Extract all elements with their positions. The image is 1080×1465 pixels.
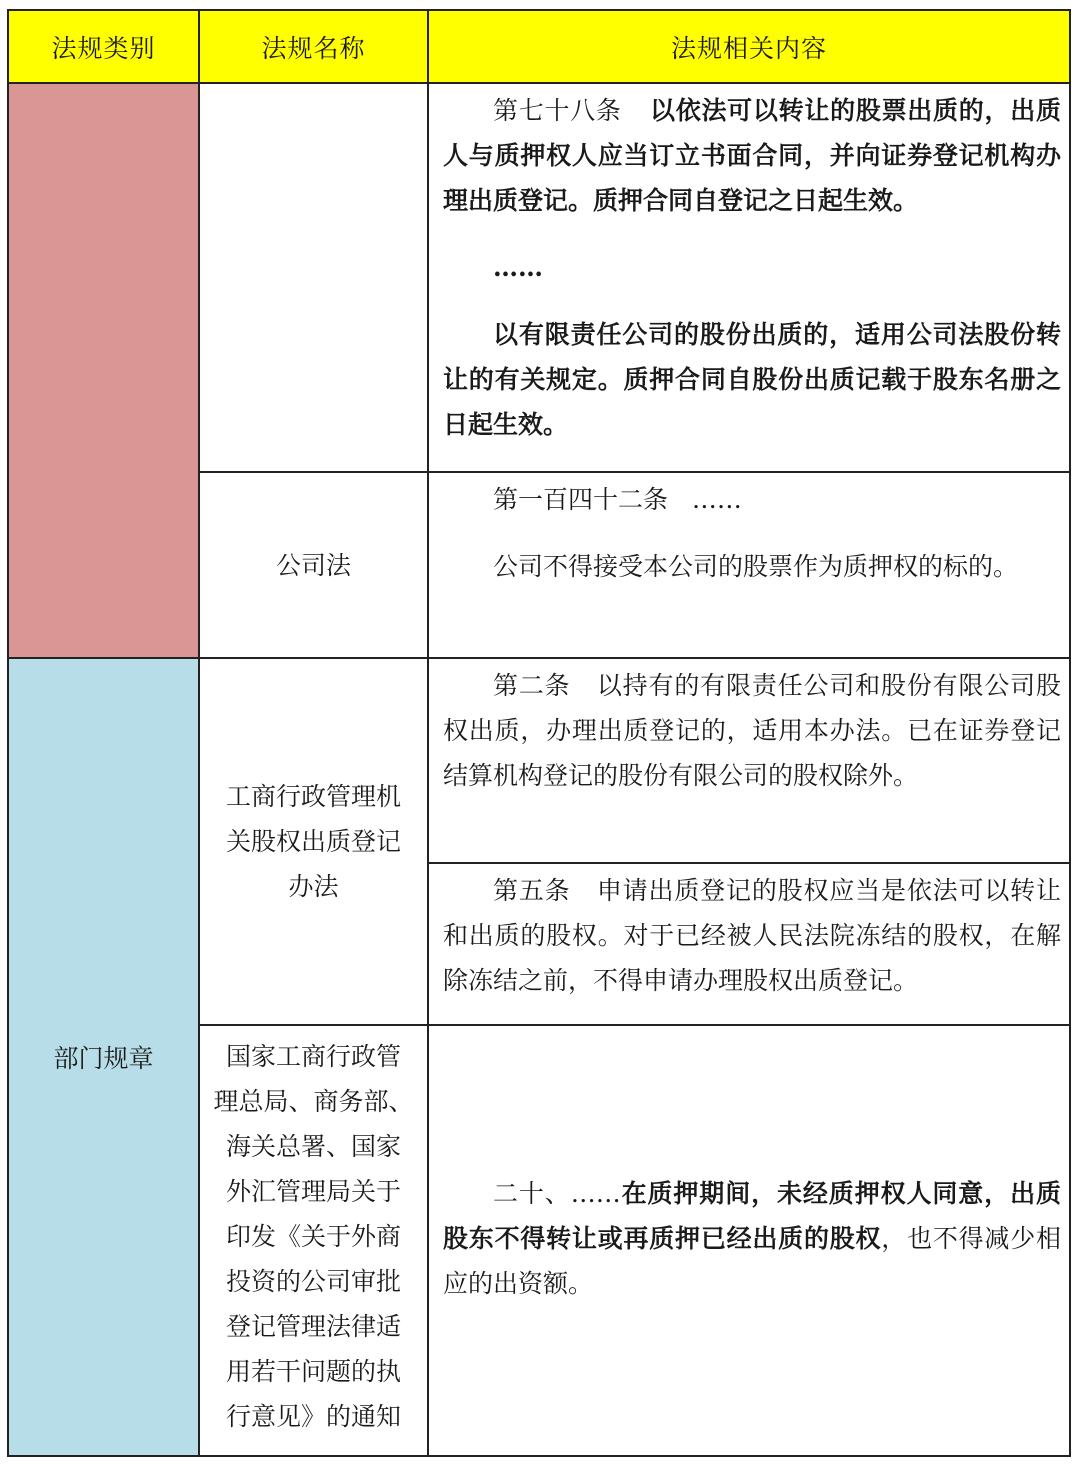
article-text: ，也不得减少相应的出资额。: [443, 1224, 1061, 1298]
article-number: 第二条: [493, 671, 571, 700]
table-row: [8, 658, 1070, 863]
article-paragraph: [443, 477, 1061, 522]
law-content-cell: [428, 1025, 1070, 1456]
law-name-line: 理总局、商务部、: [213, 1087, 414, 1116]
law-name-line: 工商行政管理机: [225, 782, 401, 811]
article-text: ……: [691, 485, 742, 514]
law-name-line: 投资的公司审批: [225, 1267, 401, 1296]
article-number: 第五条: [493, 876, 571, 905]
category-cell-rules: 部门规章: [8, 658, 199, 1456]
article-text: 申请出质登记的股权应当是依法可以转让和出质的股权。对于已经被人民法院冻结的股权，在解除冻结之前，不得申请办理股权出质登记。: [443, 876, 1061, 995]
law-name-line: 印发《关于外商: [225, 1222, 401, 1251]
law-name-cell: [199, 83, 428, 472]
regulations-table: [7, 9, 1071, 1457]
law-content-cell: [428, 472, 1070, 658]
law-content-cell: [428, 863, 1070, 1025]
law-name-line: 行意见》的通知: [225, 1402, 401, 1431]
law-name-cell: [199, 658, 428, 1025]
article-paragraph: [443, 868, 1061, 1003]
article-number: 第一百四十二条: [493, 485, 669, 514]
header-row: [8, 10, 1070, 83]
law-name-line: 用若干问题的执: [225, 1357, 401, 1386]
law-content-cell: [428, 658, 1070, 863]
article-paragraph: [443, 88, 1061, 223]
law-name-line: 外汇管理局关于: [225, 1177, 401, 1206]
law-name-cell: [199, 1025, 428, 1456]
header-category: 法规类别: [8, 10, 199, 83]
law-name-line: 办法: [288, 872, 339, 901]
article-number: 二十、……: [493, 1179, 621, 1208]
law-name-line: 国家工商行政管: [225, 1042, 401, 1071]
article-text: 以依法可以转让的股票出质的，出质人与质押权人应当订立书面合同，并向证券登记机构办理出质登记。质押合同自登记之日起生效。: [443, 96, 1061, 215]
law-name-line: 登记管理法律适: [225, 1312, 401, 1341]
article-bold-text: 在质押期间，未经质押权人同意，出质股东不得转让或再质押已经出质的股权: [443, 1179, 1061, 1253]
article-number: 第七十八条: [493, 96, 622, 125]
law-name-line: 海关总署、国家: [225, 1132, 401, 1161]
header-content: 法规相关内容: [428, 10, 1070, 83]
law-name-cell: 公司法: [199, 472, 428, 658]
category-cell-law: [8, 83, 199, 658]
law-name-line: 关股权出质登记: [225, 827, 401, 856]
article-paragraph: 以有限责任公司的股份出质的，适用公司法股份转让的有关规定。质押合同自股份出质记载于股东名册之日起生效。: [443, 320, 1061, 439]
table-row: [8, 83, 1070, 472]
header-name: 法规名称: [199, 10, 428, 83]
article-paragraph: [443, 663, 1061, 798]
ellipsis-paragraph: ……: [493, 253, 543, 282]
law-content-cell: [428, 83, 1070, 472]
article-paragraph: 公司不得接受本公司的股票作为质押权的标的。: [493, 552, 1019, 581]
article-paragraph: [443, 1171, 1061, 1306]
article-text: 以持有的有限责任公司和股份有限公司股权出质，办理出质登记的，适用本办法。已在证券登记结算机构登记的股份有限公司的股权除外。: [443, 671, 1061, 790]
